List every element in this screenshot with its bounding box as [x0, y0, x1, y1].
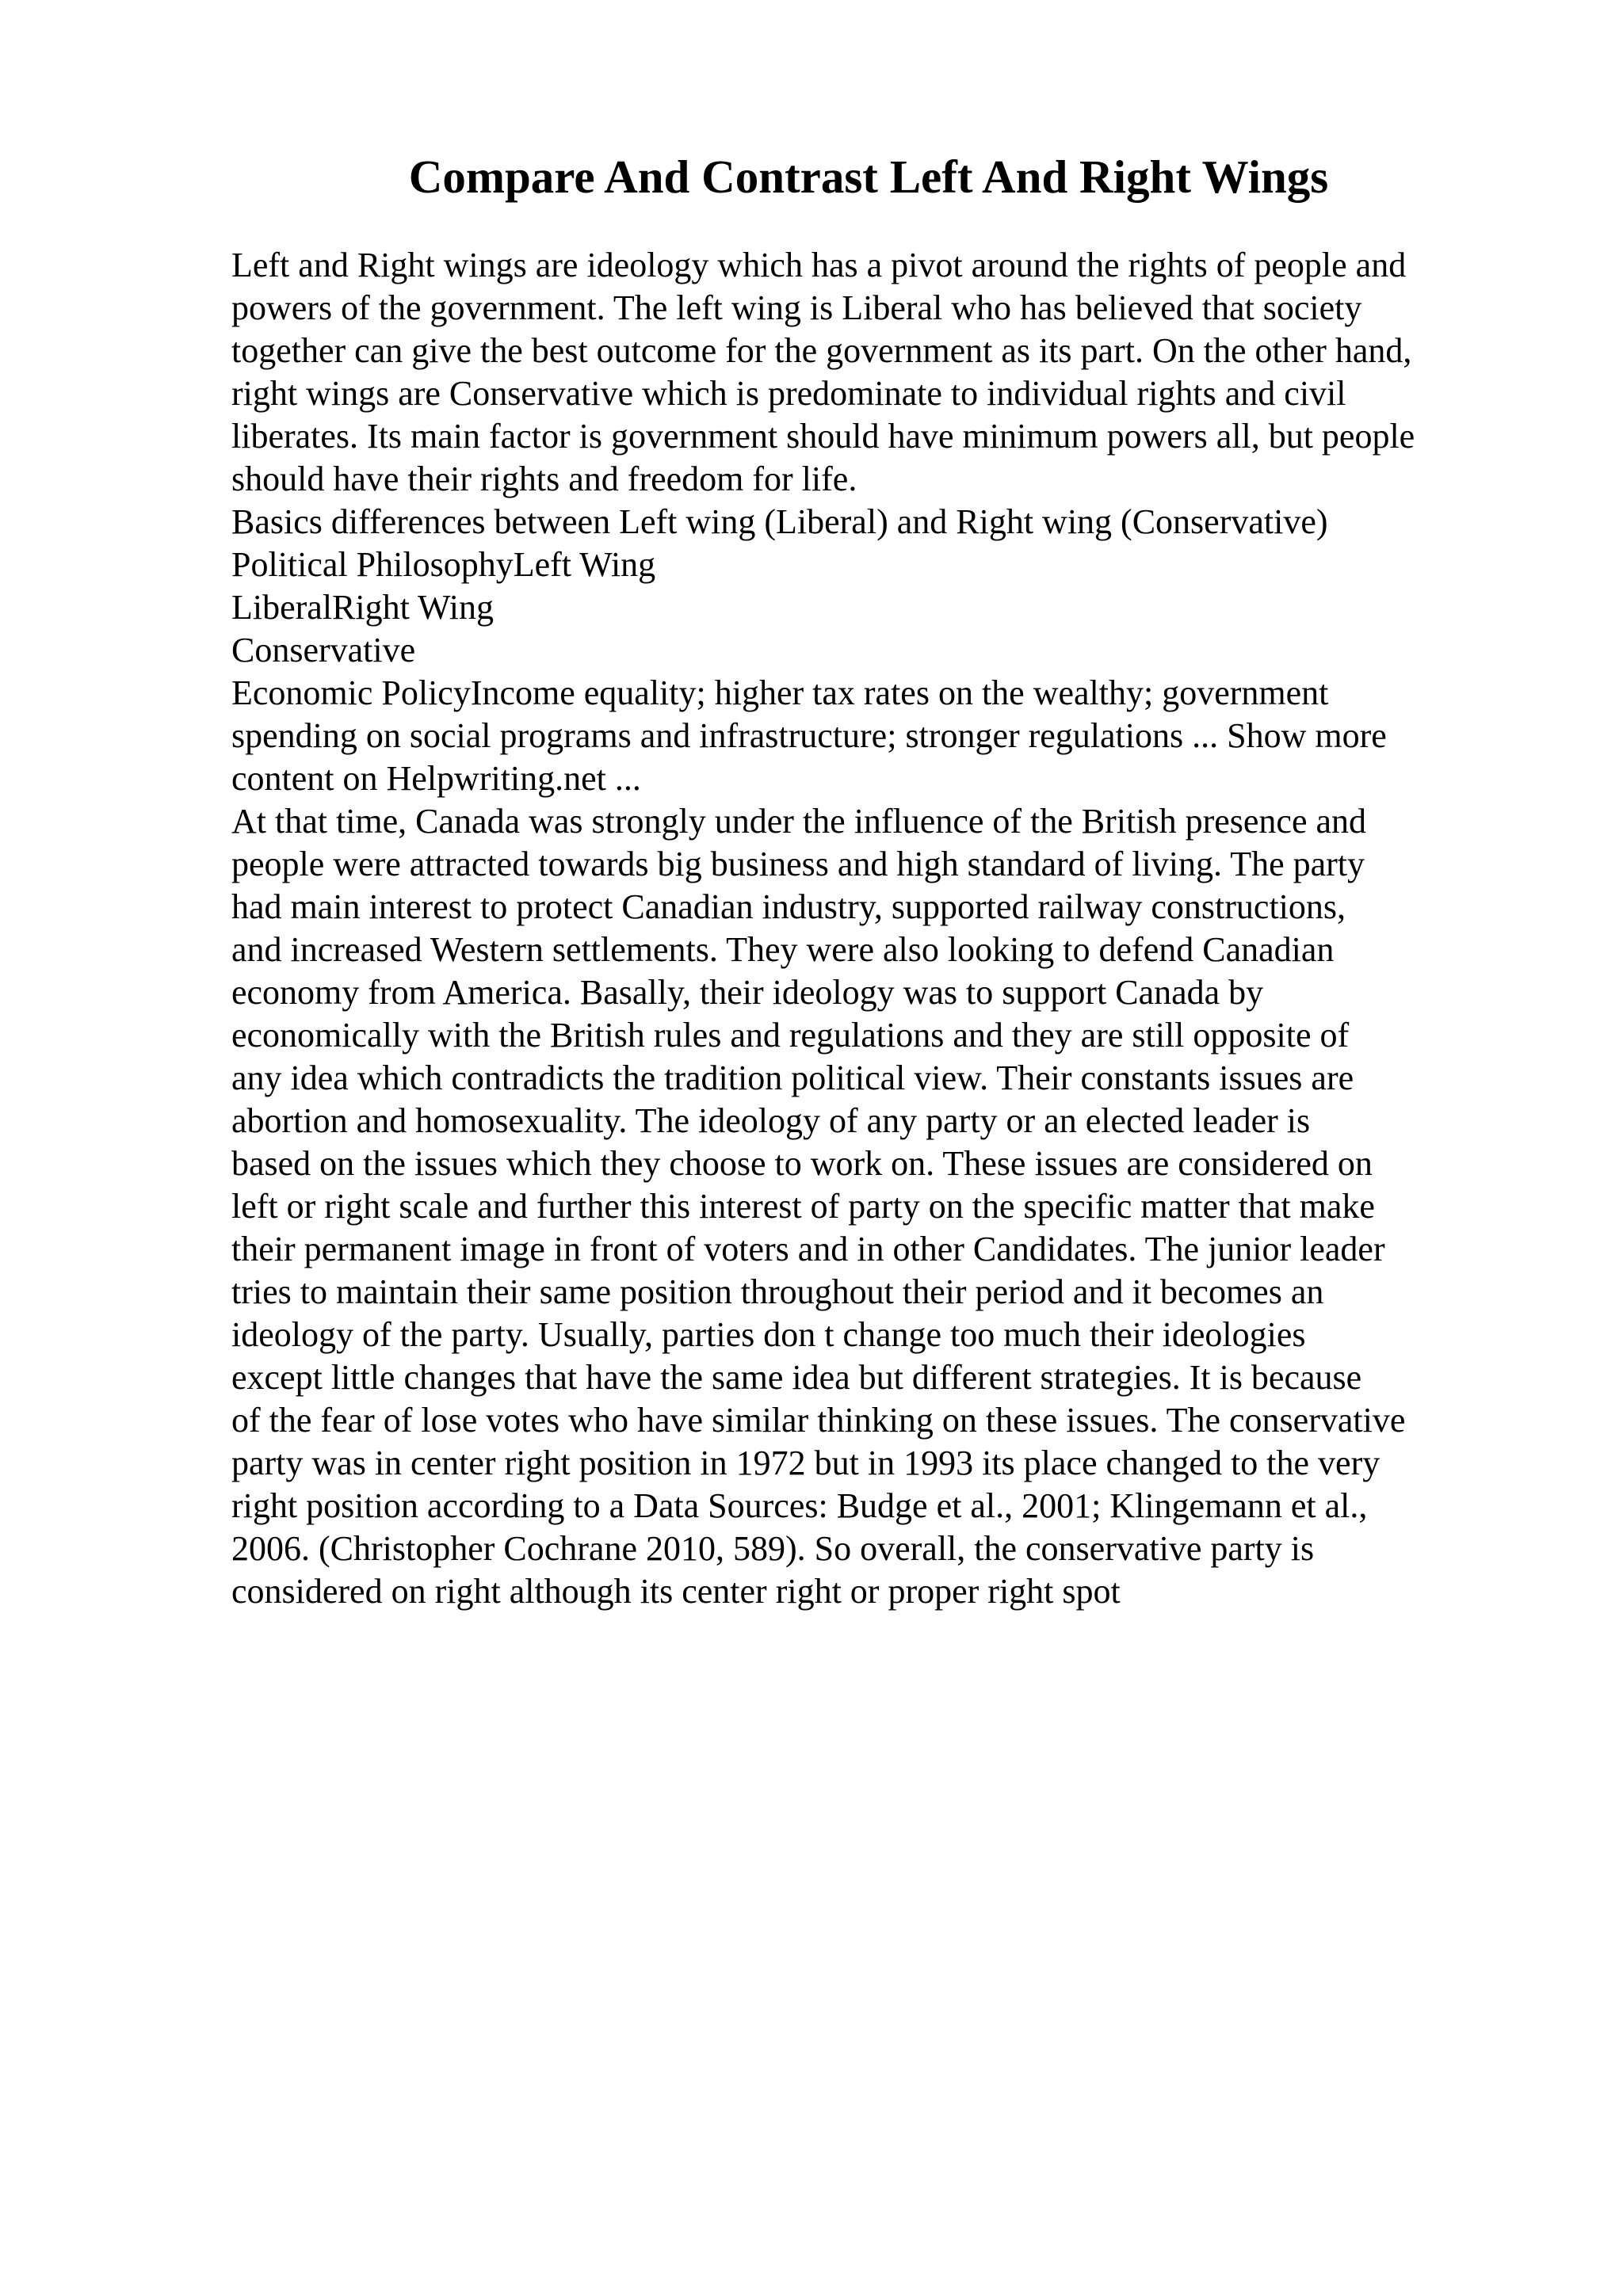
- body-line: based on the issues which they choose to work on. These issues are considered on: [231, 1144, 1373, 1183]
- document-title: Compare And Contrast Left And Right Wings: [408, 151, 1329, 203]
- body-line: ideology of the party. Usually, parties don t change too much their ideologies: [231, 1315, 1306, 1354]
- body-line: except little changes that have the same idea but different strategies. It is because: [231, 1358, 1362, 1397]
- body-line: any idea which contradicts the tradition political view. Their constants issues are: [231, 1058, 1354, 1097]
- body-line: considered on right although its center right or proper right spot: [231, 1572, 1121, 1611]
- body-line: At that time, Canada was strongly under the influence of the British presence and: [231, 802, 1367, 841]
- body-line: together can give the best outcome for the government as its part. On the other hand,: [231, 331, 1412, 370]
- body-line: economically with the British rules and regulations and they are still opposite of: [231, 1016, 1350, 1055]
- body-line: tries to maintain their same position throughout their period and it becomes an: [231, 1272, 1324, 1311]
- body-line: Conservative: [231, 631, 416, 669]
- body-line: of the fear of lose votes who have similar thinking on these issues. The conservative: [231, 1401, 1406, 1440]
- body-line: right position according to a Data Sources: Budge et al., 2001; Klingemann et al.,: [231, 1486, 1368, 1525]
- body-line: Political PhilosophyLeft Wing: [231, 545, 656, 584]
- body-line: and increased Western settlements. They were also looking to defend Canadian: [231, 930, 1335, 969]
- body-line: liberates. Its main factor is government should have minimum powers all, but people: [231, 417, 1415, 456]
- body-line: abortion and homosexuality. The ideology of any party or an elected leader is: [231, 1101, 1311, 1140]
- body-line: party was in center right position in 1972 but in 1993 its place changed to the very: [231, 1444, 1381, 1482]
- body-line: their permanent image in front of voters and in other Candidates. The junior leader: [231, 1230, 1385, 1268]
- body-line: 2006. (Christopher Cochrane 2010, 589). So overall, the conservative party is: [231, 1529, 1315, 1568]
- body-line: Economic PolicyIncome equality; higher tax rates on the wealthy; government: [231, 673, 1329, 712]
- body-line: right wings are Conservative which is predominate to individual rights and civil: [231, 374, 1346, 413]
- body-line: spending on social programs and infrastructure; stronger regulations ... Show more: [231, 716, 1387, 755]
- body-line: people were attracted towards big business and high standard of living. The party: [231, 845, 1365, 883]
- body-line: left or right scale and further this interest of party on the specific matter that make: [231, 1187, 1375, 1226]
- body-line: should have their rights and freedom for life.: [231, 460, 857, 498]
- body-line: economy from America. Basally, their ideology was to support Canada by: [231, 973, 1264, 1012]
- body-line: Left and Right wings are ideology which has a pivot around the rights of people and: [231, 246, 1407, 284]
- body-line: LiberalRight Wing: [231, 588, 495, 627]
- body-line: powers of the government. The left wing is Liberal who has believed that society: [231, 288, 1362, 327]
- body-line: content on Helpwriting.net ...: [231, 759, 641, 798]
- document-body: [231, 244, 1594, 1613]
- body-line: Basics differences between Left wing (Liberal) and Right wing (Conservative): [231, 502, 1328, 541]
- body-line: had main interest to protect Canadian industry, supported railway constructions,: [231, 887, 1346, 926]
